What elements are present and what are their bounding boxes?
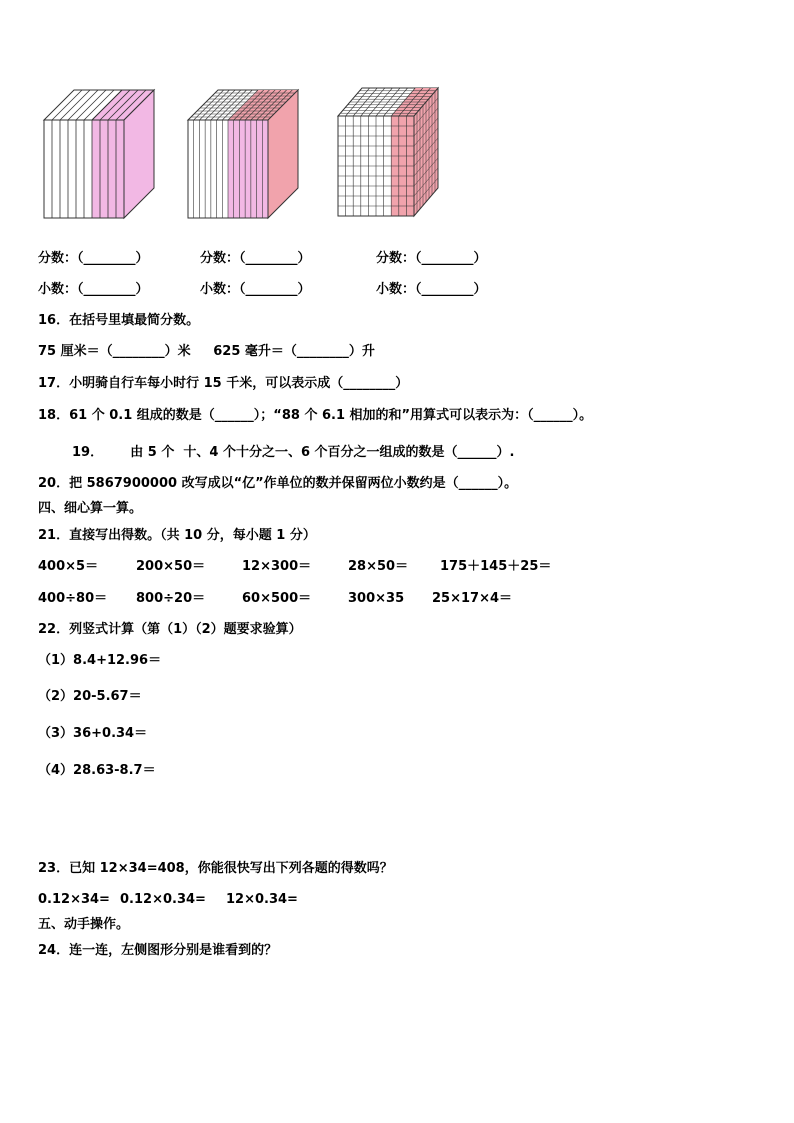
q23-item-1: 0.12×34= <box>38 892 110 907</box>
q22-title: 22．列竖式计算（第（1）（2）题要求验算） <box>38 622 302 637</box>
q22-item-1: （1）8.4+12.96＝ <box>38 653 162 668</box>
q22-item-4: （4）28.63-8.7＝ <box>38 763 156 778</box>
section-5-heading: 五、动手操作。 <box>38 917 130 932</box>
q17: 17．小明骑自行车每小时行 15 千米，可以表示成（________） <box>38 376 409 391</box>
fraction-answer-2: 分数：（________） <box>200 251 311 266</box>
q20: 20．把 5867900000 改写成以“亿”作单位的数并保留两位小数约是（______）。 <box>38 476 518 491</box>
q22-item-3: （3）36+0.34＝ <box>38 726 148 741</box>
q23-item-3: 12×0.34= <box>226 892 298 907</box>
q21-r2-2: 800÷20＝ <box>136 591 206 606</box>
q22-item-2: （2）20-5.67＝ <box>38 689 142 704</box>
q21-r2-3: 60×500＝ <box>242 591 312 606</box>
cube-figure-thousandths <box>334 84 444 222</box>
q16-title: 16．在括号里填最简分数。 <box>38 313 200 328</box>
fraction-answer-1: 分数：（________） <box>38 251 149 266</box>
q21-title: 21．直接写出得数。（共 10 分，每小题 1 分） <box>38 528 316 543</box>
q21-r2-4: 300×35 <box>348 591 405 606</box>
q19: 19． 由 5 个 十、4 个十分之一、6 个百分之一组成的数是（______）. <box>72 445 515 460</box>
q23-item-2: 0.12×0.34= <box>120 892 206 907</box>
q21-r2-5: 25×17×4＝ <box>432 591 513 606</box>
q18: 18．61 个 0.1 组成的数是（______）；“88 个 6.1 相加的和”用算式可以表示为：（______）。 <box>38 408 593 423</box>
decimal-answer-2: 小数：（________） <box>200 282 311 297</box>
decimal-answer-1: 小数：（________） <box>38 282 149 297</box>
q24: 24．连一连，左侧图形分别是谁看到的？ <box>38 943 278 958</box>
q21-r1-1: 400×5＝ <box>38 559 99 574</box>
q21-r2-1: 400÷80＝ <box>38 591 108 606</box>
cube-figure-hundredths <box>184 84 304 222</box>
cube-figure-tenths <box>38 84 158 222</box>
q21-r1-3: 12×300＝ <box>242 559 312 574</box>
q21-r1-5: 175＋145＋25＝ <box>440 559 552 574</box>
q16-line: 75 厘米＝（________）米 625 毫升＝（________）升 <box>38 344 375 359</box>
fraction-answer-3: 分数：（________） <box>376 251 487 266</box>
q23-title: 23．已知 12×34=408，你能很快写出下列各题的得数吗？ <box>38 861 393 876</box>
q21-r1-4: 28×50＝ <box>348 559 409 574</box>
section-4-heading: 四、细心算一算。 <box>38 501 143 516</box>
decimal-answer-3: 小数：（________） <box>376 282 487 297</box>
q21-r1-2: 200×50＝ <box>136 559 206 574</box>
